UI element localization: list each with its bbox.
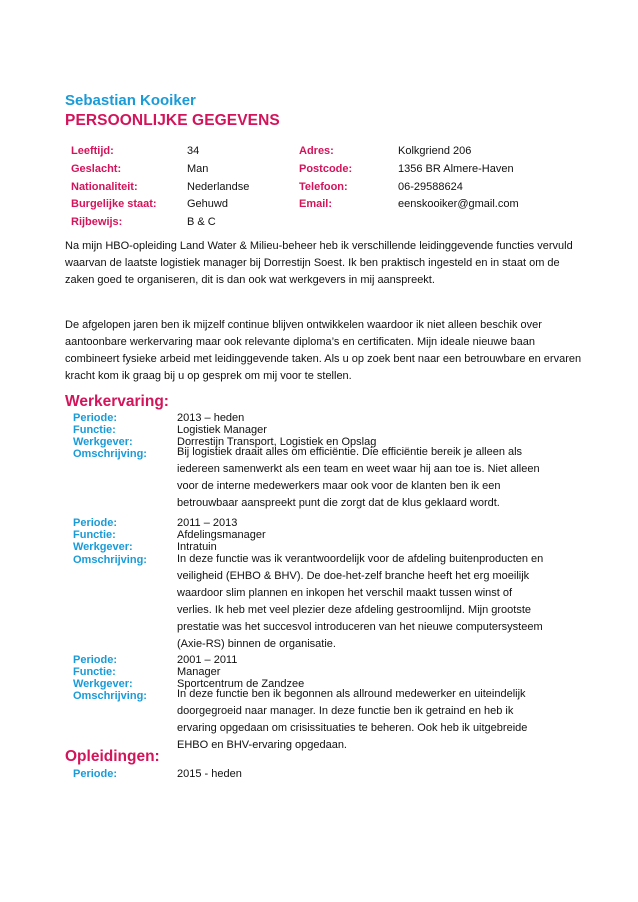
value-gender: Man [187, 163, 209, 175]
job-description: In deze functie ben ik begonnen als allround medewerker en uiteindelijk doorgegroeid naar manager. In deze functie ben ik getraind en heb ik ervaring opgedaan om crisissituaties te beheren. Ook heb ik uitgebreide EHBO en BHV-ervaring opgedaan. [177, 688, 528, 751]
intro-paragraph-1: Na mijn HBO-opleiding Land Water & Milieu-beheer heb ik verschillende leidinggevende functies vervuld waarvan de laatste logistiek manager bij Dorrestijn Soest. Ik ben praktisch ingesteld en in staat om de zaken goed te organiseren, dit is dan ook wat werkgevers in mij aanspreekt. [65, 240, 573, 286]
label-gender: Geslacht: [71, 163, 122, 175]
label-age: Leeftijd: [71, 145, 114, 157]
job-description-label: Omschrijving: [73, 554, 147, 566]
job-employer: Sportcentrum de Zandzee [177, 678, 305, 690]
job-description: In deze functie was ik verantwoordelijk voor de afdeling buitenproducten en veiligheid (EHBO & BHV). De doe-het-zelf branche heeft het erg moeilijk waardoor slim plannen en inkopen het verschil maakt tussen winst of verlies. Ik heb met veel plezier deze afdeling gestroomlijnd. Mijn grootste prestatie was het succesvol introduceren van het nieuwe computersysteem (Axie-RS) binnen de organisatie. [177, 553, 544, 650]
label-address: Adres: [299, 145, 334, 157]
job-function-label: Functie: [73, 529, 116, 541]
job-function-label: Functie: [73, 424, 116, 436]
value-drivers-license: B & C [187, 216, 216, 228]
job-employer-label: Werkgever: [73, 678, 133, 690]
label-postcode: Postcode: [299, 163, 353, 175]
job-description: Bij logistiek draait alles om efficiëntie. Die efficiëntie bereik je alleen als iedereen samenwerkt als een team en weet waar hij aan toe is. Niet alleen voor de interne medewerkers maar ook voor de klanten ben ik een betrouwbaar aanspreekt punt die zorgt dat de klus geklaard wordt. [177, 446, 540, 509]
job-period: 2013 – heden [177, 412, 245, 424]
job-function: Manager [177, 666, 221, 678]
value-phone: 06-29588624 [398, 181, 463, 193]
value-postcode: 1356 BR Almere-Haven [398, 163, 514, 175]
candidate-name: Sebastian Kooiker [65, 92, 196, 109]
education-heading: Opleidingen: [65, 748, 160, 765]
job-employer: Dorrestijn Transport, Logistiek en Opslag [177, 436, 377, 448]
job-description-label: Omschrijving: [73, 448, 147, 460]
value-marital-status: Gehuwd [187, 198, 228, 210]
job-function: Logistiek Manager [177, 424, 267, 436]
label-email: Email: [299, 198, 333, 210]
label-drivers-license: Rijbewijs: [71, 216, 123, 228]
job-employer: Intratuin [177, 541, 217, 553]
label-nationality: Nationaliteit: [71, 181, 138, 193]
personal-data-heading: PERSOONLIJKE GEGEVENS [65, 112, 280, 129]
work-experience-heading: Werkervaring: [65, 393, 169, 410]
job-period: 2001 – 2011 [177, 654, 238, 666]
job-function-label: Functie: [73, 666, 116, 678]
value-address: Kolkgriend 206 [398, 145, 472, 157]
job-function: Afdelingsmanager [177, 529, 266, 541]
education-period-label: Periode: [73, 768, 118, 780]
job-description-label: Omschrijving: [73, 690, 147, 702]
job-employer-label: Werkgever: [73, 541, 133, 553]
job-employer-label: Werkgever: [73, 436, 133, 448]
education-period: 2015 - heden [177, 768, 242, 780]
value-email: eenskooiker@gmail.com [398, 198, 519, 210]
label-phone: Telefoon: [299, 181, 348, 193]
job-period-label: Periode: [73, 654, 118, 666]
label-marital-status: Burgelijke staat: [71, 198, 157, 210]
job-period-label: Periode: [73, 412, 118, 424]
value-nationality: Nederlandse [187, 181, 250, 193]
job-period-label: Periode: [73, 517, 118, 529]
job-period: 2011 – 2013 [177, 517, 238, 529]
value-age: 34 [187, 145, 200, 157]
intro-paragraph-2: De afgelopen jaren ben ik mijzelf continue blijven ontwikkelen waardoor ik niet alleen beschik over aantoonbare werkervaring maar ook relevante diploma’s en certificaten. Mijn ideale nieuwe baan combineert fysieke arbeid met leidinggevende taken. Als u op zoek bent naar een betrouwbare en ervaren kracht kom ik graag bij u op gesprek om mij voor te stellen. [65, 319, 582, 382]
